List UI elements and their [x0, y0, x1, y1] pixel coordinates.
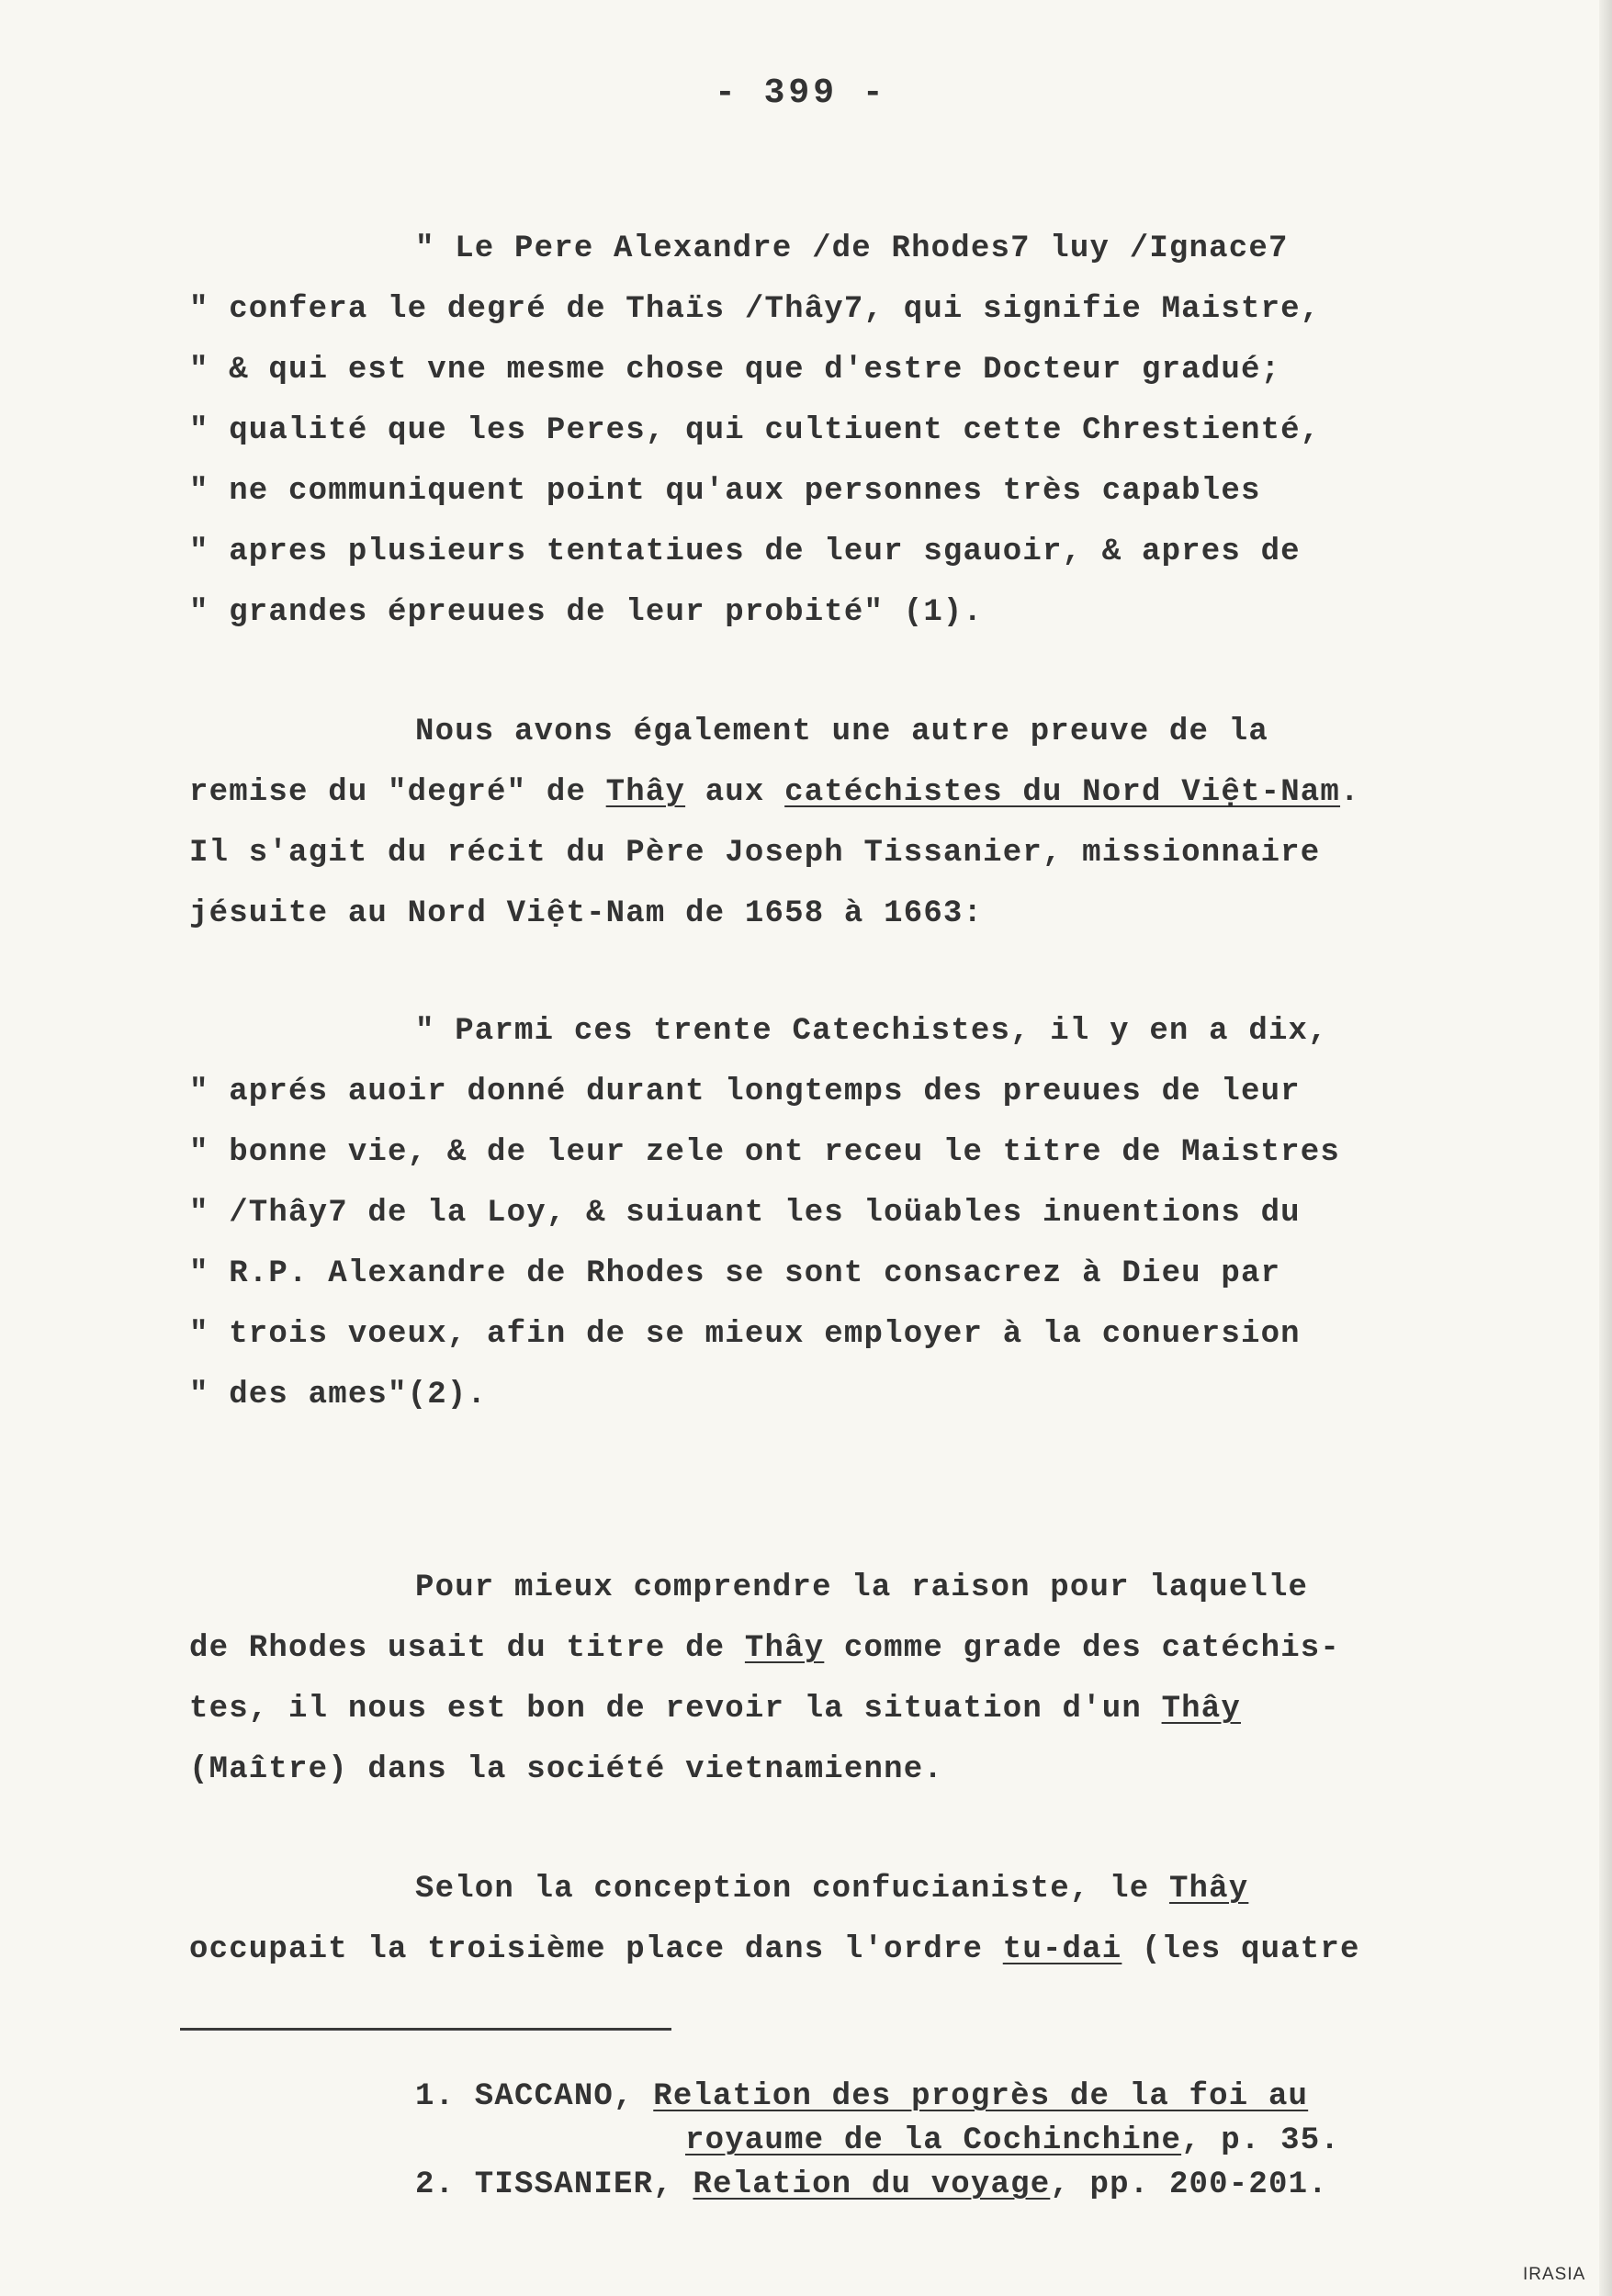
para2-line-3: Il s'agit du récit du Père Joseph Tissanier, missionnaire — [189, 836, 1321, 871]
footnote-1-title: Relation des progrès de la foi au — [653, 2079, 1309, 2114]
quote2-line-2: " aprés auoir donné durant longtemps des preuues de leur — [189, 1075, 1301, 1109]
footnote-2-title: Relation du voyage — [693, 2167, 1051, 2202]
quote1-line-4: " qualité que les Peres, qui cultiuent cette Chrestienté, — [189, 413, 1321, 448]
quote2-line-6: " trois voeux, afin de se mieux employer à la conuersion — [189, 1317, 1301, 1352]
quote2-line-7: " des ames"(2). — [189, 1378, 488, 1412]
archive-watermark: IRASIA — [1523, 2265, 1586, 2284]
footnote-2-author: 2. TISSANIER, — [415, 2167, 693, 2202]
para2-term-thay: Thây — [605, 775, 686, 810]
page-edge-shadow — [1599, 0, 1612, 2296]
footnote-separator — [180, 2028, 671, 2031]
quote2-line-5: " R.P. Alexandre de Rhodes se sont consacrez à Dieu par — [189, 1256, 1281, 1291]
para2-line-4: jésuite au Nord Việt-Nam de 1658 à 1663: — [189, 896, 984, 931]
para4-text: (les quatre — [1122, 1932, 1360, 1967]
footnote-1-author: 1. SACCANO, — [415, 2079, 654, 2114]
para4-text: Selon la conception confucianiste, le — [415, 1872, 1169, 1907]
para3-term-thay: Thây — [1161, 1692, 1241, 1727]
footnote-1-line-1 — [415, 2079, 1308, 2114]
para2-term-catechistes: catéchistes du Nord Việt-Nam — [784, 775, 1341, 810]
quote1-line-1: " Le Pere Alexandre /de Rhodes7 luy /Ignace7 — [415, 231, 1289, 266]
quote1-line-5: " ne communiquent point qu'aux personnes très capables — [189, 474, 1261, 509]
para4-term-tu-dai: tu-dai — [1002, 1932, 1122, 1967]
quote1-line-6: " apres plusieurs tentatiues de leur sgauoir, & apres de — [189, 535, 1301, 569]
footnote-1-title-cont: royaume de la Cochinchine — [685, 2123, 1182, 2158]
quote2-line-4: " /Thây7 de la Loy, & suiuant les loüables inuentions du — [189, 1196, 1301, 1231]
para3-line-2 — [189, 1631, 1340, 1666]
quote1-line-2: " confera le degré de Thaïs /Thây7, qui signifie Maistre, — [189, 292, 1321, 327]
para2-text: . — [1340, 775, 1360, 810]
para2-line-2 — [189, 775, 1360, 810]
para3-line-1: Pour mieux comprendre la raison pour laquelle — [415, 1570, 1309, 1605]
para4-line-2 — [189, 1932, 1360, 1967]
quote1-line-3: " & qui est vne mesme chose que d'estre Docteur gradué; — [189, 353, 1281, 388]
footnote-2 — [415, 2167, 1328, 2202]
para4-term-thay: Thây — [1168, 1872, 1249, 1907]
quote2-line-3: " bonne vie, & de leur zele ont receu le titre de Maistres — [189, 1135, 1340, 1170]
page-number: - 399 - — [715, 73, 887, 113]
para3-text: comme grade des catéchis- — [824, 1631, 1341, 1666]
para3-line-3 — [189, 1692, 1241, 1727]
para3-line-4: (Maître) dans la société vietnamienne. — [189, 1752, 943, 1787]
para3-text: de Rhodes usait du titre de — [189, 1631, 745, 1666]
para2-text: remise du "degré" de — [189, 775, 606, 810]
footnote-1-line-2 — [685, 2123, 1340, 2158]
para2-line-1: Nous avons également une autre preuve de la — [415, 715, 1268, 749]
para3-text: tes, il nous est bon de revoir la situation d'un — [189, 1692, 1162, 1727]
para4-line-1 — [415, 1872, 1248, 1907]
quote1-line-7: " grandes épreuues de leur probité" (1). — [189, 595, 984, 630]
para2-text: aux — [685, 775, 785, 810]
footnote-1-page: , p. 35. — [1181, 2123, 1340, 2158]
footnote-2-pages: , pp. 200-201. — [1050, 2167, 1328, 2202]
para3-term-thay: Thây — [744, 1631, 825, 1666]
quote2-line-1: " Parmi ces trente Catechistes, il y en a dix, — [415, 1014, 1328, 1049]
para4-text: occupait la troisième place dans l'ordre — [189, 1932, 1003, 1967]
